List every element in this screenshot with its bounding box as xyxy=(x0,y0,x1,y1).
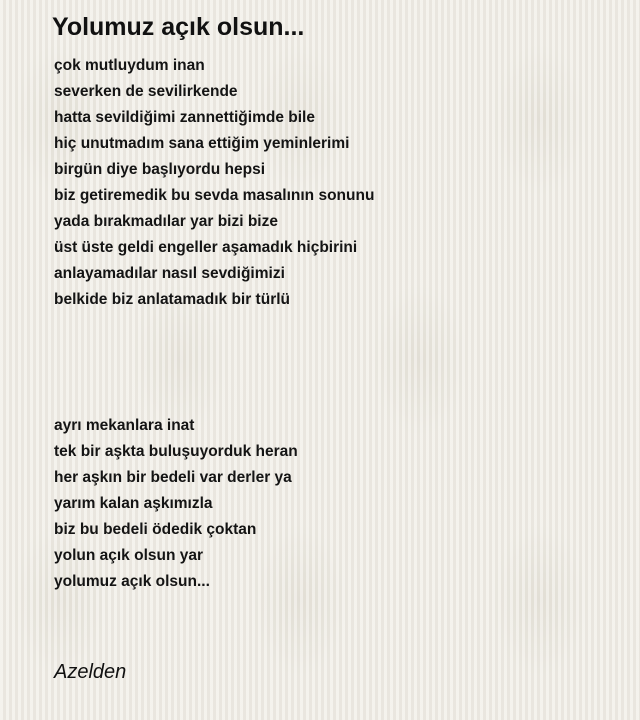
poem-line: ayrı mekanlara inat xyxy=(54,417,195,434)
poem-line: birgün diye başlıyordu hepsi xyxy=(54,161,266,178)
poem-author: Azelden xyxy=(54,661,127,683)
poem-line: yarım kalan aşkımızla xyxy=(54,495,213,512)
poem-title: Yolumuz açık olsun... xyxy=(52,13,305,41)
poem-line: yada bırakmadılar yar bizi bize xyxy=(54,213,278,230)
poem-line: çok mutluydum inan xyxy=(54,57,205,74)
poem-line: biz bu bedeli ödedik çoktan xyxy=(54,521,257,538)
poem-line: biz getiremedik bu sevda masalının sonunu xyxy=(54,187,375,204)
stanza-2 xyxy=(54,413,298,595)
poem-line: belkide biz anlatamadık bir türlü xyxy=(54,291,290,308)
poem-line: yolun açık olsun yar xyxy=(54,547,204,564)
poem-line: anlayamadılar nasıl sevdiğimizi xyxy=(54,265,285,282)
poem-line: severken de sevilirkende xyxy=(54,83,238,100)
poem-line: hatta sevildiğimi zannettiğimde bile xyxy=(54,109,315,126)
poem-line: tek bir aşkta buluşuyorduk heran xyxy=(54,443,298,460)
poem-line: her aşkın bir bedeli var derler ya xyxy=(54,469,292,486)
stanza-1 xyxy=(54,53,374,313)
poem-line: yolumuz açık olsun... xyxy=(54,573,210,590)
poem-line: hiç unutmadım sana ettiğim yeminlerimi xyxy=(54,135,350,152)
poem-line: üst üste geldi engeller aşamadık hiçbirini xyxy=(54,239,358,256)
